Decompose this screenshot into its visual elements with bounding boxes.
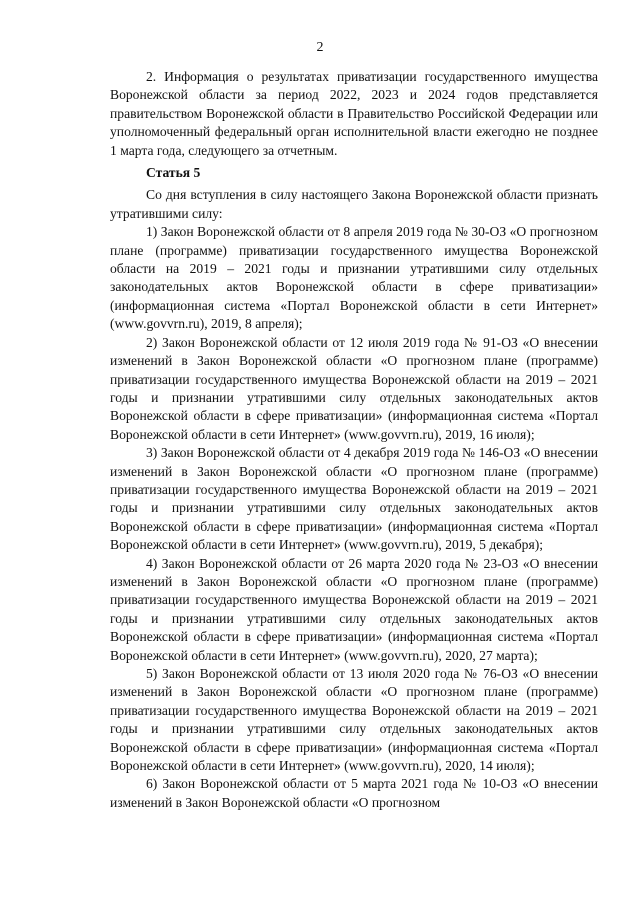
list-item: 6) Закон Воронежской области от 5 марта 2021 года № 10-ОЗ «О внесении изменений в Закон Воронежской области «О прогнозном <box>110 776 598 810</box>
article-heading: Статья 5 <box>146 165 201 181</box>
list-item: 5) Закон Воронежской области от 13 июля 2020 года № 76-ОЗ «О внесении изменений в Закон Воронежской области «О прогнозном плане (программе) приватизации государственного имущества Воронежской области на 2019 – 2021 годы и признании утратившими силу отдельных законодательных актов Воронежской области в сфере приватизации» (информационная система «Портал Воронежской области в сети Интернет» (www.govvrn.ru), 2020, 14 июля); <box>110 666 598 774</box>
list-item: 1) Закон Воронежской области от 8 апреля 2019 года № 30-ОЗ «О прогнозном плане (программе) приватизации государственного имущества Воронежской области на 2019 – 2021 годы и признании утратившими силу отдельных законодательных актов Воронежской области в сфере приватизации» (информационная система «Портал Воронежской области в сети Интернет» (www.govvrn.ru), 2019, 8 апреля); <box>110 224 598 332</box>
page-number: 2 <box>316 40 324 55</box>
list-item: 4) Закон Воронежской области от 26 марта 2020 года № 23-ОЗ «О внесении изменений в Закон Воронежской области «О прогнозном плане (программе) приватизации государственного имущества Воронежской области на 2019 – 2021 годы и признании утратившими силу отдельных законодательных актов Воронежской области в сфере приватизации» (информационная система «Портал Воронежской области в сети Интернет» (www.govvrn.ru), 2020, 27 марта); <box>110 555 598 663</box>
list-item: 3) Закон Воронежской области от 4 декабря 2019 года № 146-ОЗ «О внесении изменений в Закон Воронежской области «О прогнозном плане (программе) приватизации государственного имущества Воронежской области на 2019 – 2021 годы и признании утратившими силу отдельных законодательных актов Воронежской области в сфере приватизации» (информационная система «Портал Воронежской области в сети Интернет» (www.govvrn.ru), 2019, 5 декабря); <box>110 445 598 553</box>
document-body <box>110 68 598 812</box>
paragraph-info: 2. Информация о результатах приватизации государственного имущества Воронежской области за период 2022, 2023 и 2024 годов представляется правительством Воронежской области в Правительство Российской Федерации или уполномоченный федеральный орган исполнительной власти ежегодно не позднее 1 марта года, следующего за отчетным. <box>110 69 598 158</box>
article-intro: Со дня вступления в силу настоящего Закона Воронежской области признать утратившими силу: <box>110 187 598 221</box>
list-item: 2) Закон Воронежской области от 12 июля 2019 года № 91-ОЗ «О внесении изменений в Закон Воронежской области «О прогнозном плане (программе) приватизации государственного имущества Воронежской области на 2019 – 2021 годы и признании утратившими силу отдельных законодательных актов Воронежской области в сфере приватизации» (информационная система «Портал Воронежской области в сети Интернет» (www.govvrn.ru), 2019, 16 июля); <box>110 334 598 442</box>
